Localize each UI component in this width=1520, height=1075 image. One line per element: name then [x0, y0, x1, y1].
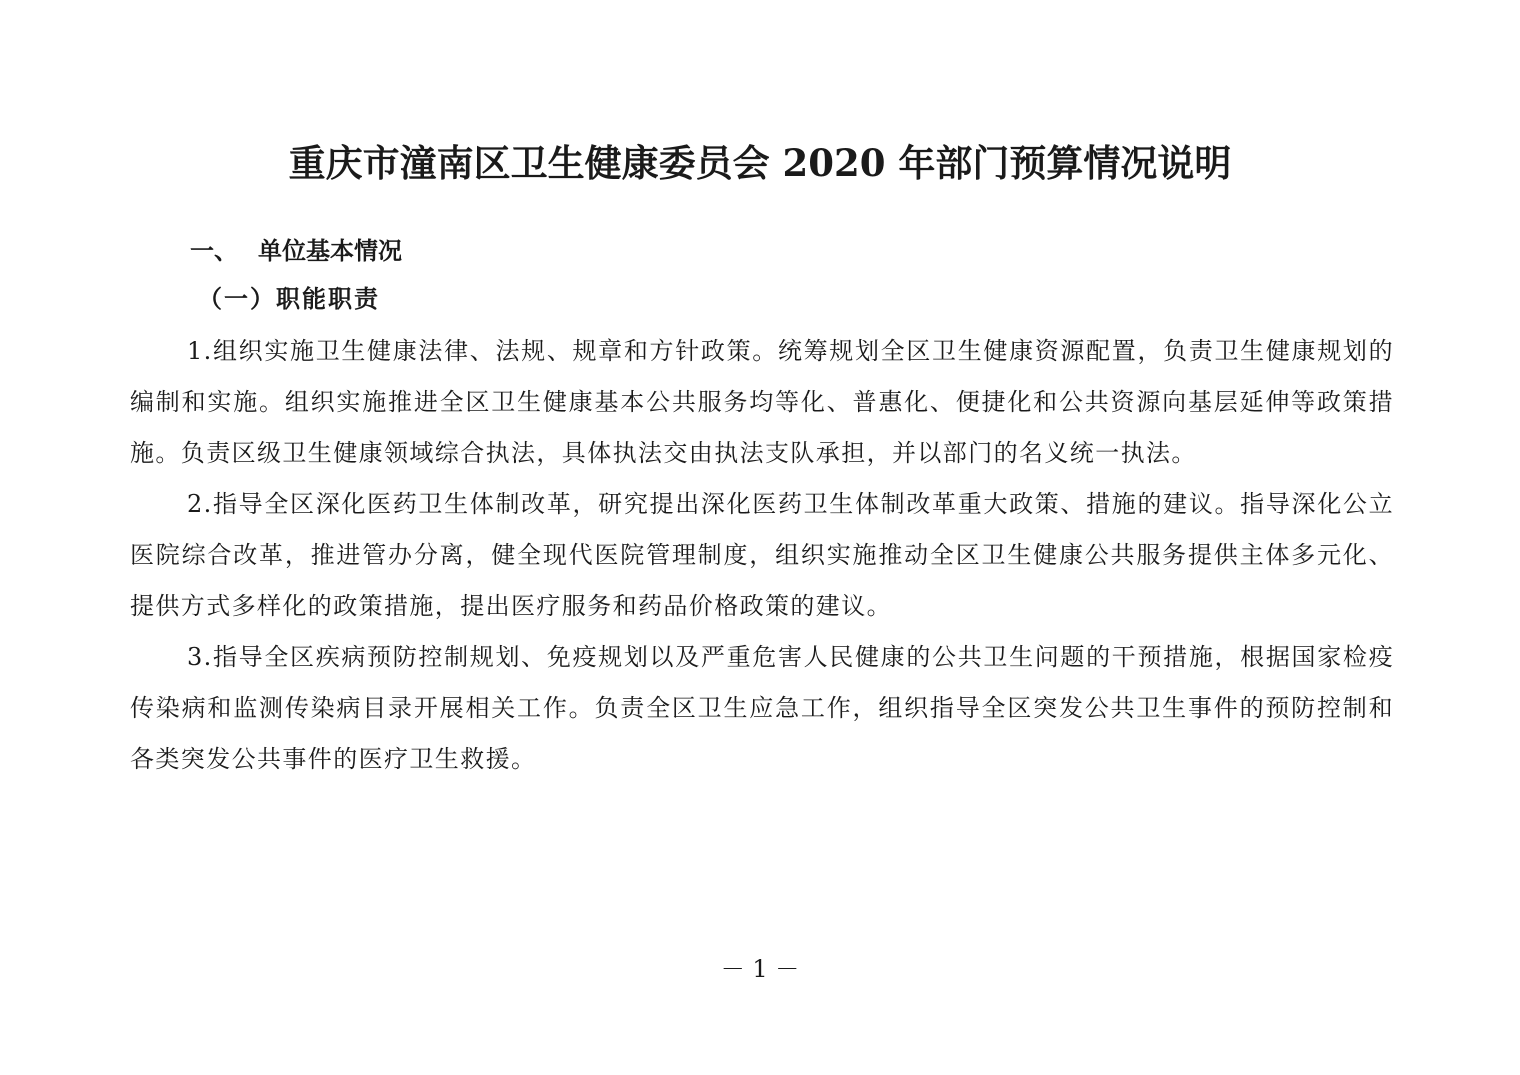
document-title: 重庆市潼南区卫生健康委员会 2020 年部门预算情况说明: [288, 141, 1232, 185]
page-number: － 1 －: [720, 955, 800, 983]
paragraph-3: 3.指导全区疾病预防控制规划、免疫规划以及严重危害人民健康的公共卫生问题的干预措施，根据国家检疫传染病和监测传染病目录开展相关工作。负责全区卫生应急工作，组织指导全区突发公共卫生事件的预防控制和各类突发公共事件的医疗卫生救援。: [130, 643, 1394, 773]
section-heading: [190, 234, 402, 268]
section-title: 单位基本情况: [258, 237, 402, 265]
subsection-heading: （一）职能职责: [198, 284, 380, 313]
section-number: 一、: [190, 237, 238, 265]
paragraph-2: 2.指导全区深化医药卫生体制改革，研究提出深化医药卫生体制改革重大政策、措施的建议。指导深化公立医院综合改革，推进管办分离，健全现代医院管理制度，组织实施推动全区卫生健康公共服务提供主体多元化、提供方式多样化的政策措施，提出医疗服务和药品价格政策的建议。: [130, 490, 1394, 620]
paragraph-1: 1.组织实施卫生健康法律、法规、规章和方针政策。统筹规划全区卫生健康资源配置，负责卫生健康规划的编制和实施。组织实施推进全区卫生健康基本公共服务均等化、普惠化、便捷化和公共资源向基层延伸等政策措施。负责区级卫生健康领域综合执法，具体执法交由执法支队承担，并以部门的名义统一执法。: [130, 337, 1394, 467]
